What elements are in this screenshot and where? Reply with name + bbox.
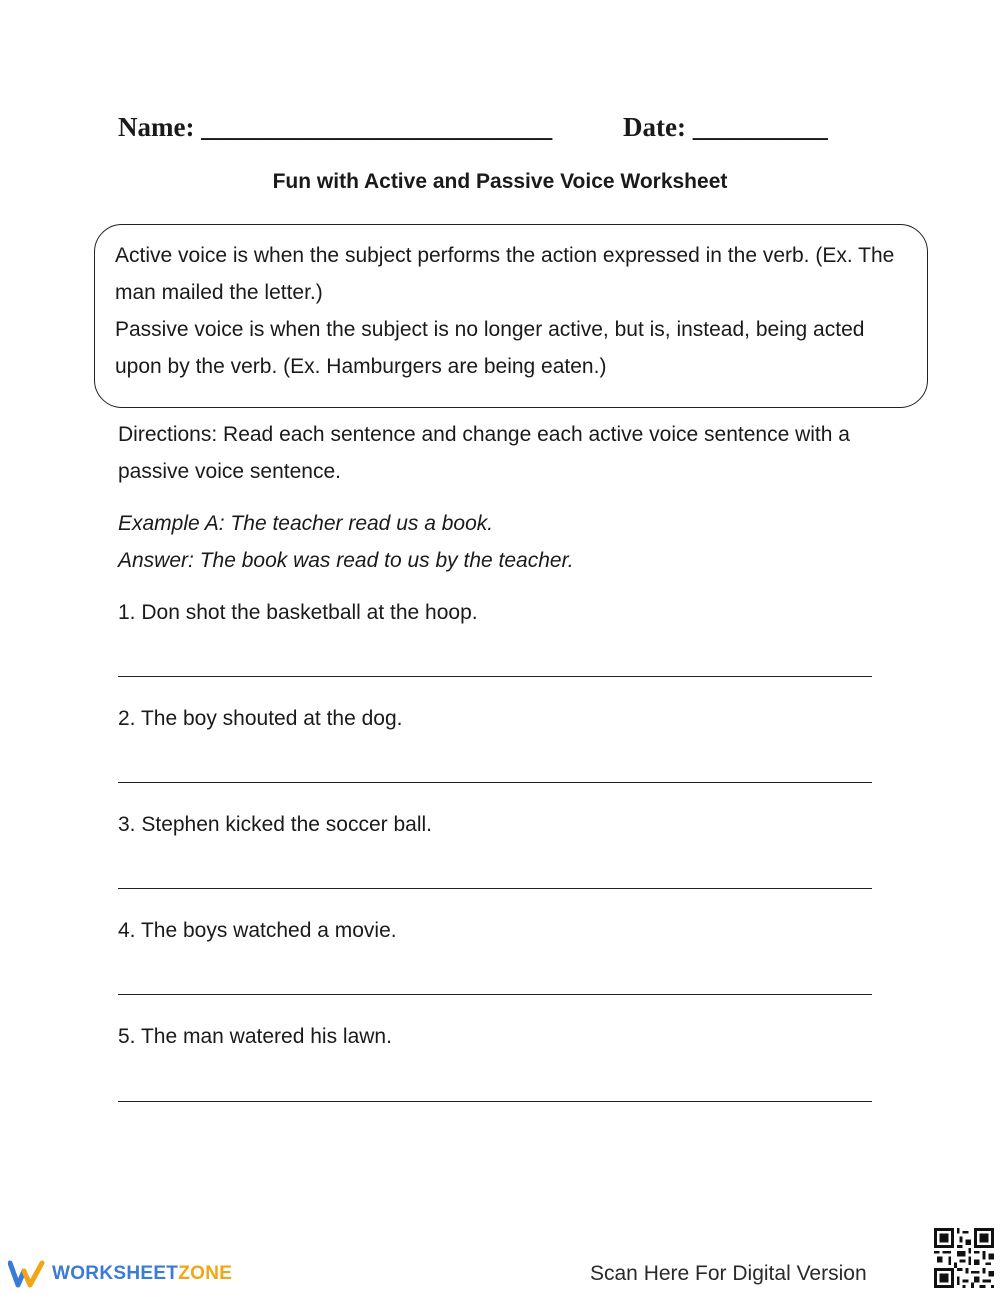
passive-voice-definition: Passive voice is when the subject is no longer active, but is, instead, being acted upon by the verb. (Ex. Hamburgers are being eaten.)	[115, 318, 865, 378]
question-1: 1. Don shot the basketball at the hoop.	[118, 601, 478, 624]
answer-line-5[interactable]	[118, 1101, 872, 1102]
logo-text	[52, 1263, 232, 1285]
date-group	[623, 112, 828, 143]
date-blank[interactable]: __________	[692, 112, 828, 142]
question-4: 4. The boys watched a movie.	[118, 919, 397, 942]
definitions-box	[94, 224, 928, 408]
question-2: 2. The boy shouted at the dog.	[118, 707, 403, 730]
worksheetzone-logo-icon	[8, 1259, 46, 1289]
qr-code-icon[interactable]	[934, 1228, 994, 1288]
question-5: 5. The man watered his lawn.	[118, 1025, 392, 1048]
name-label: Name:	[118, 112, 195, 142]
answer-line-3[interactable]	[118, 888, 872, 889]
name-blank[interactable]: __________________________	[201, 112, 553, 142]
header-line	[118, 112, 858, 152]
worksheetzone-logo[interactable]	[8, 1258, 232, 1290]
directions: Directions: Read each sentence and change each active voice sentence with a passive voice sentence.	[118, 423, 850, 483]
date-label: Date:	[623, 112, 686, 142]
example-answer: Answer: The book was read to us by the teacher.	[118, 549, 574, 572]
example-block	[118, 505, 898, 579]
scan-here-text: Scan Here For Digital Version	[590, 1262, 867, 1285]
answer-line-2[interactable]	[118, 782, 872, 783]
answer-line-4[interactable]	[118, 994, 872, 995]
active-voice-definition: Active voice is when the subject performs the action expressed in the verb. (Ex. The man mailed the letter.)	[115, 244, 895, 304]
question-3: 3. Stephen kicked the soccer ball.	[118, 813, 433, 836]
worksheet-title: Fun with Active and Passive Voice Worksheet	[272, 170, 728, 193]
name-group	[118, 112, 552, 143]
logo-word-zone: ZONE	[178, 1263, 233, 1284]
logo-word-worksheet: WORKSHEET	[52, 1263, 179, 1284]
example-sentence: Example A: The teacher read us a book.	[118, 512, 494, 535]
answer-line-1[interactable]	[118, 676, 872, 677]
